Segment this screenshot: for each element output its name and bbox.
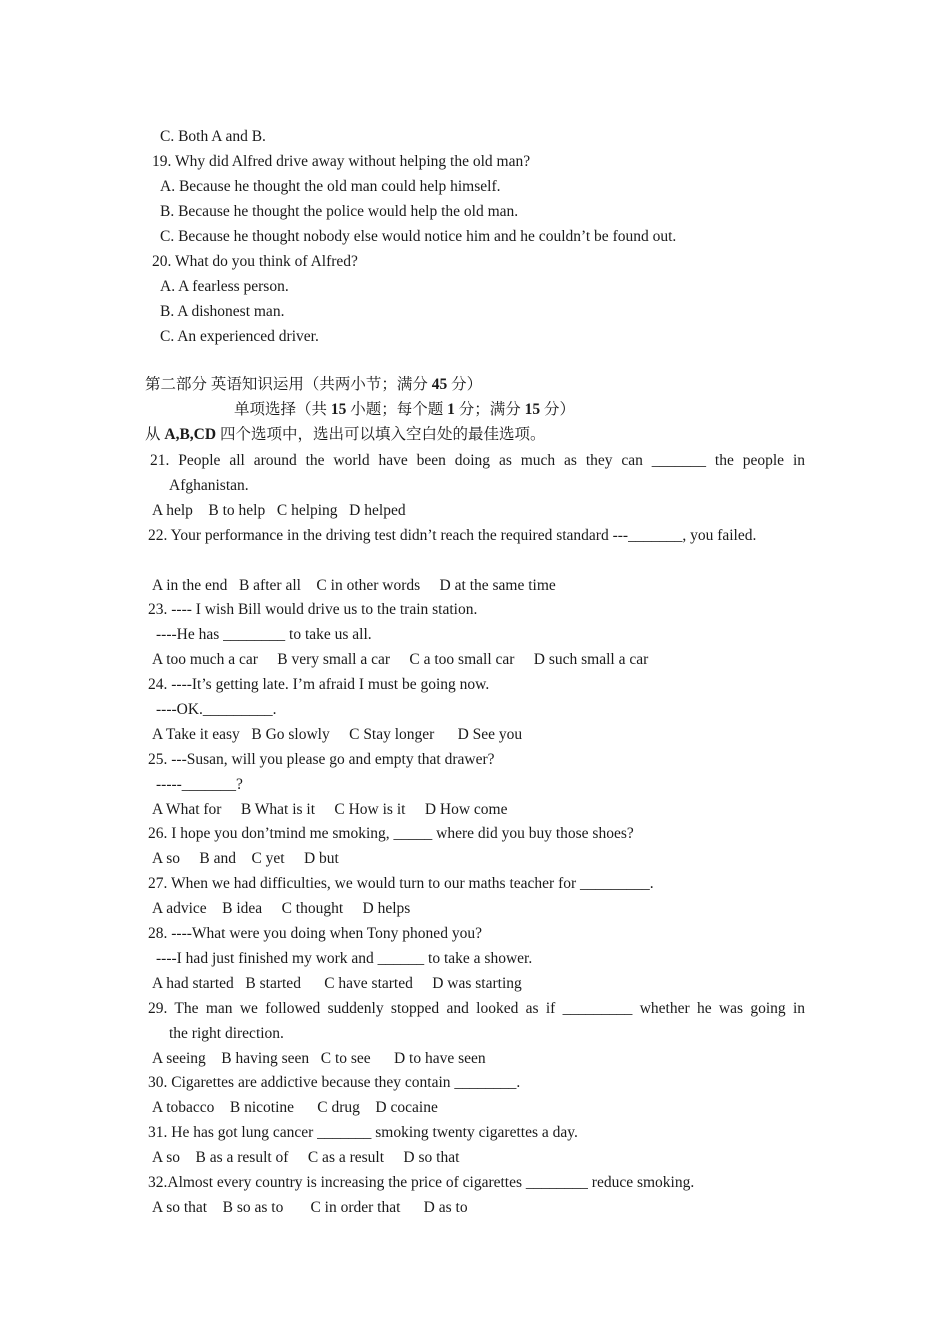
q25-stem-line2: -----_______? (156, 776, 243, 793)
q20-option-b: B. A dishonest man. (160, 303, 285, 320)
q29-stem-line1: 29. The man we followed suddenly stopped and looked as if _________ whether he was going in (148, 1000, 805, 1017)
q23-stem-line2: ----He has ________ to take us all. (156, 626, 372, 643)
q28-options: A had started B started C have started D was starting (152, 975, 522, 992)
q24-stem-line1: 24. ----It’s getting late. I’m afraid I must be going now. (148, 676, 490, 693)
q20-option-c: C. An experienced driver. (160, 328, 319, 345)
q28-stem-line1: 28. ----What were you doing when Tony phoned you? (148, 925, 482, 942)
q31-options: A so B as a result of C as a result D so that (152, 1149, 460, 1166)
q31-stem: 31. He has got lung cancer _______ smoking twenty cigarettes a day. (148, 1124, 578, 1141)
q21-options: A help B to help C helping D helped (152, 502, 406, 519)
q32-stem: 32.Almost every country is increasing the price of cigarettes ________ reduce smoking. (148, 1174, 695, 1191)
q19-option-b: B. Because he thought the police would help the old man. (160, 203, 519, 220)
q23-options: A too much a car B very small a car C a too small car D such small a car (152, 651, 649, 668)
instructions: 从 A,B,CD 四个选项中，选出可以填入空白处的最佳选项。 (145, 426, 546, 443)
q20-stem: 20. What do you think of Alfred? (152, 253, 358, 270)
q27-options: A advice B idea C thought D helps (152, 900, 411, 917)
q20-option-a: A. A fearless person. (160, 278, 289, 295)
q21-stem-line2: Afghanistan. (169, 477, 249, 494)
q19-option-c: C. Because he thought nobody else would notice him and he couldn’t be found out. (160, 228, 677, 245)
q30-options: A tobacco B nicotine C drug D cocaine (152, 1099, 438, 1116)
q22-options: A in the end B after all C in other words D at the same time (152, 577, 556, 594)
section-heading: 单项选择（共 15 小题；每个题 1 分；满分 15 分） (234, 401, 576, 418)
q18-option-c: C. Both A and B. (160, 128, 266, 145)
q29-options: A seeing B having seen C to see D to have seen (152, 1050, 486, 1067)
q24-options: A Take it easy B Go slowly C Stay longer D See you (152, 726, 523, 743)
q30-stem: 30. Cigarettes are addictive because they contain ________. (148, 1074, 521, 1091)
q19-stem: 19. Why did Alfred drive away without helping the old man? (152, 153, 531, 170)
q24-stem-line2: ----OK._________. (156, 701, 277, 718)
q26-options: A so B and C yet D but (152, 850, 339, 867)
part2-heading: 第二部分 英语知识运用（共两小节；满分 45 分） (145, 376, 483, 393)
q25-stem-line1: 25. ---Susan, will you please go and empty that drawer? (148, 751, 495, 768)
q21-stem-line1: 21. People all around the world have been doing as much as they can _______ the people in (150, 452, 805, 469)
q26-stem: 26. I hope you don’tmind me smoking, _____ where did you buy those shoes? (148, 825, 634, 842)
q29-stem-line2: the right direction. (169, 1025, 284, 1042)
q19-option-a: A. Because he thought the old man could help himself. (160, 178, 501, 195)
q23-stem-line1: 23. ---- I wish Bill would drive us to the train station. (148, 601, 478, 618)
q28-stem-line2: ----I had just finished my work and ______ to take a shower. (156, 950, 533, 967)
q27-stem: 27. When we had difficulties, we would turn to our maths teacher for _________. (148, 875, 654, 892)
q32-options: A so that B so as to C in order that D as to (152, 1199, 468, 1216)
q25-options: A What for B What is it C How is it D How come (152, 801, 508, 818)
q22-stem: 22. Your performance in the driving test didn’t reach the required standard ---_______, you failed. (148, 527, 757, 544)
